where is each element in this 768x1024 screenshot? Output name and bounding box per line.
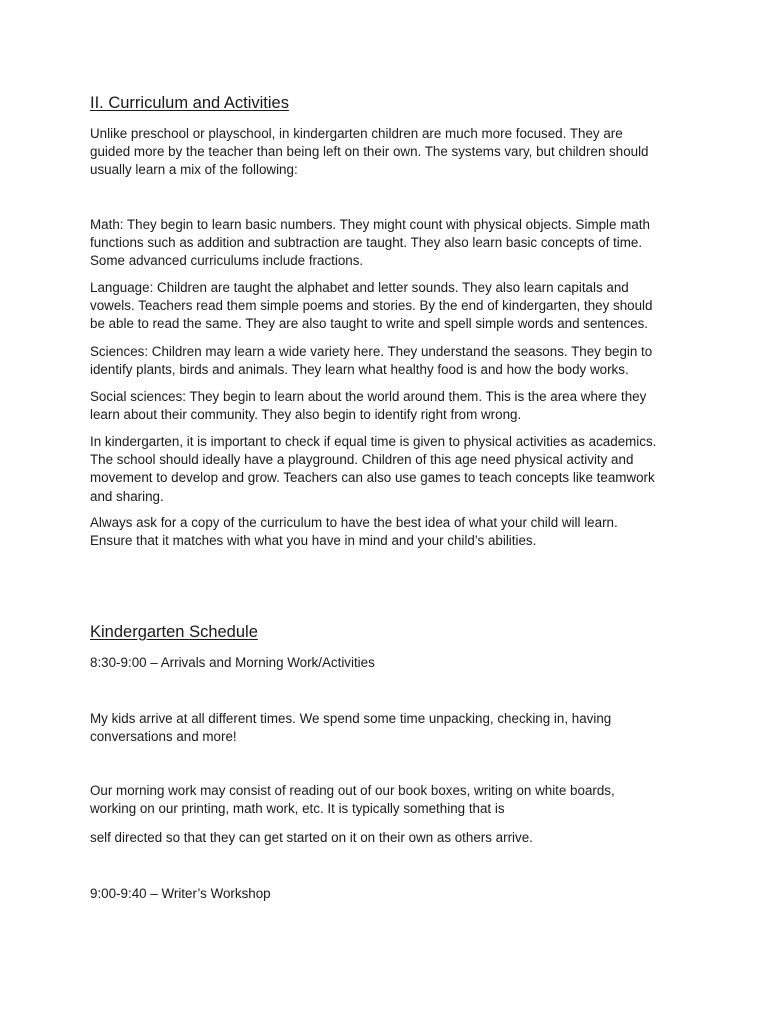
text-line: be able to read the same. They are also taught to write and spell simple words and sentences.: [90, 316, 649, 332]
text-line: 9:00-9:40 – Writer’s Workshop: [90, 886, 271, 901]
text-line: Ensure that it matches with what you have in mind and your child’s abilities.: [90, 533, 537, 549]
morning-work-paragraph: [90, 782, 690, 818]
text-line: learn about their community. They also begin to identify right from wrong.: [90, 407, 522, 423]
text-line: Some advanced curriculums include fractions.: [90, 253, 364, 269]
math-paragraph: [90, 216, 690, 271]
curriculum-copy-paragraph: [90, 514, 690, 550]
text-line: vowels. Teachers read them simple poems and stories. By the end of kindergarten, they should: [90, 298, 653, 314]
social-sciences-paragraph: [90, 388, 690, 424]
text-line: Language: Children are taught the alphabet and letter sounds. They also learn capitals and: [90, 280, 629, 295]
text-line: Unlike preschool or playschool, in kindergarten children are much more focused. They are: [90, 126, 623, 141]
text-line: Social sciences: They begin to learn about the world around them. This is the area where they: [90, 389, 647, 404]
text-line: identify plants, birds and animals. They learn what healthy food is and how the body works.: [90, 362, 629, 378]
text-line: Math: They begin to learn basic numbers. They might count with physical objects. Simple math: [90, 217, 650, 232]
text-line: movement to develop and grow. Teachers can also use games to teach concepts like teamwork: [90, 470, 655, 486]
intro-paragraph: [90, 125, 690, 180]
language-paragraph: [90, 279, 690, 334]
text-line: guided more by the teacher than being left on their own. The systems vary, but children should: [90, 144, 649, 160]
text-line: In kindergarten, it is important to check if equal time is given to physical activities as academics.: [90, 434, 657, 449]
text-line: My kids arrive at all different times. We spend some time unpacking, checking in, having: [90, 711, 612, 726]
self-directed-paragraph: [90, 829, 690, 847]
text-line: Our morning work may consist of reading out of our book boxes, writing on white boards,: [90, 783, 615, 798]
schedule-slot-writers-workshop: [90, 885, 690, 903]
physical-activity-paragraph: [90, 433, 690, 506]
section-heading-schedule: Kindergarten Schedule: [90, 623, 258, 641]
text-line: Always ask for a copy of the curriculum to have the best idea of what your child will learn.: [90, 515, 618, 530]
arrivals-paragraph: [90, 710, 690, 746]
text-line: functions such as addition and subtraction are taught. They also learn basic concepts of time.: [90, 235, 643, 251]
section-heading-curriculum: II. Curriculum and Activities: [90, 94, 289, 112]
text-line: and sharing.: [90, 488, 164, 504]
text-line: Sciences: Children may learn a wide variety here. They understand the seasons. They begin to: [90, 344, 653, 359]
text-line: The school should ideally have a playground. Children of this age need physical activity and: [90, 452, 634, 468]
text-line: 8:30-9:00 – Arrivals and Morning Work/Activities: [90, 655, 375, 670]
sciences-paragraph: [90, 343, 690, 379]
text-line: working on our printing, math work, etc. It is typically something that is: [90, 801, 505, 817]
text-line: conversations and more!: [90, 729, 237, 745]
text-line: self directed so that they can get started on it on their own as others arrive.: [90, 830, 533, 845]
schedule-slot-arrivals: [90, 654, 690, 672]
text-line: usually learn a mix of the following:: [90, 162, 298, 178]
